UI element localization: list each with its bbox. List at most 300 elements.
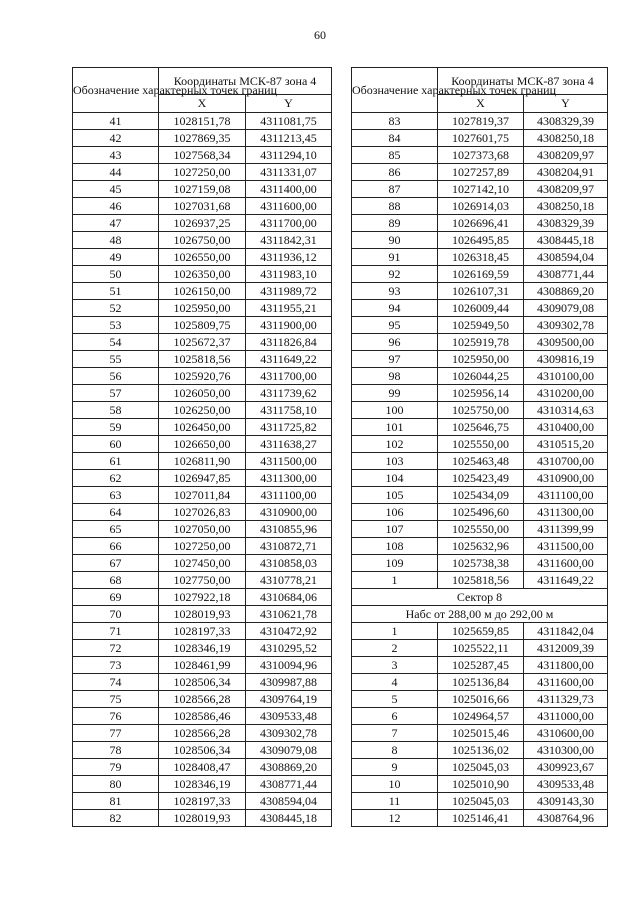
point-number-cell: 66 xyxy=(73,538,159,555)
x-coordinate-cell: 1028566,28 xyxy=(159,691,246,708)
y-coordinate-cell: 4309923,67 xyxy=(524,759,608,776)
x-coordinate-cell: 1026318,45 xyxy=(438,249,524,266)
y-coordinate-cell: 4311649,22 xyxy=(246,351,332,368)
y-coordinate-cell: 4311400,00 xyxy=(246,181,332,198)
table-row xyxy=(73,521,332,538)
y-coordinate-cell: 4311600,00 xyxy=(524,674,608,691)
table-row xyxy=(352,538,608,555)
x-coordinate-cell: 1028506,34 xyxy=(159,674,246,691)
point-number-cell: 7 xyxy=(352,725,438,742)
table-row xyxy=(352,470,608,487)
table-row xyxy=(352,181,608,198)
y-coordinate-cell: 4311900,00 xyxy=(246,317,332,334)
table-row xyxy=(352,351,608,368)
y-column-header: Y xyxy=(524,95,608,113)
table-row xyxy=(352,317,608,334)
table-row xyxy=(352,385,608,402)
point-number-cell: 72 xyxy=(73,640,159,657)
point-number-cell: 74 xyxy=(73,674,159,691)
x-coordinate-cell: 1024964,57 xyxy=(438,708,524,725)
y-coordinate-cell: 4311300,00 xyxy=(524,504,608,521)
point-number-cell: 77 xyxy=(73,725,159,742)
table-row xyxy=(73,181,332,198)
point-number-cell: 53 xyxy=(73,317,159,334)
table-row xyxy=(352,521,608,538)
table-row xyxy=(73,657,332,674)
x-coordinate-cell: 1025136,84 xyxy=(438,674,524,691)
point-number-cell: 11 xyxy=(352,793,438,810)
table-row xyxy=(352,674,608,691)
y-coordinate-cell: 4309302,78 xyxy=(524,317,608,334)
sector-subtitle-row xyxy=(352,606,608,623)
x-coordinate-cell: 1026947,85 xyxy=(159,470,246,487)
x-coordinate-cell: 1026550,00 xyxy=(159,249,246,266)
y-coordinate-cell: 4310472,92 xyxy=(246,623,332,640)
coordinates-table-left xyxy=(72,67,332,827)
point-number-cell: 96 xyxy=(352,334,438,351)
table-row xyxy=(73,334,332,351)
x-coordinate-cell: 1027450,00 xyxy=(159,555,246,572)
y-coordinate-cell: 4309764,19 xyxy=(246,691,332,708)
y-coordinate-cell: 4311329,73 xyxy=(524,691,608,708)
y-coordinate-cell: 4310900,00 xyxy=(246,504,332,521)
x-column-header: X xyxy=(159,95,246,113)
table-row xyxy=(73,130,332,147)
x-coordinate-cell: 1025463,48 xyxy=(438,453,524,470)
y-coordinate-cell: 4308771,44 xyxy=(246,776,332,793)
point-number-cell: 4 xyxy=(352,674,438,691)
table-row xyxy=(73,572,332,589)
y-coordinate-cell: 4311955,21 xyxy=(246,300,332,317)
y-coordinate-cell: 4310900,00 xyxy=(524,470,608,487)
point-number-cell: 56 xyxy=(73,368,159,385)
y-coordinate-cell: 4311842,31 xyxy=(246,232,332,249)
table-row xyxy=(352,657,608,674)
coordinates-header: Координаты МСК-87 зона 4 xyxy=(159,68,332,95)
point-number-cell: 104 xyxy=(352,470,438,487)
table-row xyxy=(73,810,332,827)
y-coordinate-cell: 4308329,39 xyxy=(524,113,608,130)
point-number-cell: 3 xyxy=(352,657,438,674)
point-number-cell: 55 xyxy=(73,351,159,368)
point-number-cell: 94 xyxy=(352,300,438,317)
x-coordinate-cell: 1027601,75 xyxy=(438,130,524,147)
y-coordinate-cell: 4308209,97 xyxy=(524,181,608,198)
point-number-cell: 1 xyxy=(352,623,438,640)
y-coordinate-cell: 4308869,20 xyxy=(524,283,608,300)
table-row xyxy=(73,317,332,334)
point-number-cell: 98 xyxy=(352,368,438,385)
point-number-cell: 79 xyxy=(73,759,159,776)
table-row xyxy=(73,470,332,487)
point-number-cell: 63 xyxy=(73,487,159,504)
table-row xyxy=(352,691,608,708)
point-number-cell: 103 xyxy=(352,453,438,470)
y-coordinate-cell: 4310600,00 xyxy=(524,725,608,742)
table-row xyxy=(352,215,608,232)
table-row xyxy=(352,776,608,793)
point-number-cell: 73 xyxy=(73,657,159,674)
x-coordinate-cell: 1027050,00 xyxy=(159,521,246,538)
x-coordinate-cell: 1026495,85 xyxy=(438,232,524,249)
table-row xyxy=(73,589,332,606)
x-coordinate-cell: 1026450,00 xyxy=(159,419,246,436)
point-number-cell: 85 xyxy=(352,147,438,164)
y-coordinate-cell: 4310200,00 xyxy=(524,385,608,402)
y-coordinate-cell: 4308250,18 xyxy=(524,130,608,147)
sector-subtitle: Набс от 288,00 м до 292,00 м xyxy=(352,606,608,623)
point-number-cell: 64 xyxy=(73,504,159,521)
x-coordinate-cell: 1027159,08 xyxy=(159,181,246,198)
table-row xyxy=(352,113,608,130)
point-number-cell: 62 xyxy=(73,470,159,487)
table-row xyxy=(73,674,332,691)
point-number-cell: 57 xyxy=(73,385,159,402)
point-designation-header: Обозначение характерных точек границ xyxy=(352,68,438,113)
table-row xyxy=(73,759,332,776)
table-row xyxy=(73,793,332,810)
point-number-cell: 45 xyxy=(73,181,159,198)
x-coordinate-cell: 1025550,00 xyxy=(438,436,524,453)
y-coordinate-cell: 4310300,00 xyxy=(524,742,608,759)
table-row xyxy=(73,606,332,623)
table-row xyxy=(352,283,608,300)
point-number-cell: 108 xyxy=(352,538,438,555)
page-number: 60 xyxy=(314,28,326,42)
y-coordinate-cell: 4311842,04 xyxy=(524,623,608,640)
right-table-body xyxy=(352,113,608,827)
y-coordinate-cell: 4310684,06 xyxy=(246,589,332,606)
x-coordinate-cell: 1028197,33 xyxy=(159,793,246,810)
y-coordinate-cell: 4310872,71 xyxy=(246,538,332,555)
y-coordinate-cell: 4310855,96 xyxy=(246,521,332,538)
point-number-cell: 68 xyxy=(73,572,159,589)
x-coordinate-cell: 1025045,03 xyxy=(438,793,524,810)
table-row xyxy=(73,198,332,215)
table-row xyxy=(73,215,332,232)
x-column-header: X xyxy=(438,95,524,113)
y-coordinate-cell: 4311826,84 xyxy=(246,334,332,351)
point-number-cell: 99 xyxy=(352,385,438,402)
table-row xyxy=(352,402,608,419)
y-coordinate-cell: 4308594,04 xyxy=(246,793,332,810)
y-coordinate-cell: 4311649,22 xyxy=(524,572,608,589)
x-coordinate-cell: 1028586,46 xyxy=(159,708,246,725)
y-coordinate-cell: 4310314,63 xyxy=(524,402,608,419)
table-row xyxy=(352,640,608,657)
y-coordinate-cell: 4308329,39 xyxy=(524,215,608,232)
table-row xyxy=(73,385,332,402)
point-number-cell: 95 xyxy=(352,317,438,334)
x-coordinate-cell: 1025287,45 xyxy=(438,657,524,674)
point-number-cell: 69 xyxy=(73,589,159,606)
y-coordinate-cell: 4311638,27 xyxy=(246,436,332,453)
x-coordinate-cell: 1025950,00 xyxy=(159,300,246,317)
y-coordinate-cell: 4309079,08 xyxy=(246,742,332,759)
x-coordinate-cell: 1028506,34 xyxy=(159,742,246,759)
point-number-cell: 101 xyxy=(352,419,438,436)
point-number-cell: 1 xyxy=(352,572,438,589)
point-number-cell: 93 xyxy=(352,283,438,300)
point-number-cell: 88 xyxy=(352,198,438,215)
table-row xyxy=(73,555,332,572)
table-row xyxy=(352,810,608,827)
x-coordinate-cell: 1026350,00 xyxy=(159,266,246,283)
x-coordinate-cell: 1026937,25 xyxy=(159,215,246,232)
point-number-cell: 86 xyxy=(352,164,438,181)
x-coordinate-cell: 1028197,33 xyxy=(159,623,246,640)
x-coordinate-cell: 1025809,75 xyxy=(159,317,246,334)
point-number-cell: 78 xyxy=(73,742,159,759)
y-coordinate-cell: 4308445,18 xyxy=(246,810,332,827)
table-row xyxy=(352,793,608,810)
table-row xyxy=(73,419,332,436)
x-coordinate-cell: 1027750,00 xyxy=(159,572,246,589)
sector-title-row xyxy=(352,589,608,606)
table-row xyxy=(73,147,332,164)
x-coordinate-cell: 1025919,78 xyxy=(438,334,524,351)
y-coordinate-cell: 4311300,00 xyxy=(246,470,332,487)
x-coordinate-cell: 1028019,93 xyxy=(159,810,246,827)
y-coordinate-cell: 4311600,00 xyxy=(246,198,332,215)
table-row xyxy=(73,623,332,640)
table-row xyxy=(73,164,332,181)
x-coordinate-cell: 1025956,14 xyxy=(438,385,524,402)
table-row xyxy=(73,283,332,300)
table-row xyxy=(352,164,608,181)
point-number-cell: 60 xyxy=(73,436,159,453)
y-coordinate-cell: 4311213,45 xyxy=(246,130,332,147)
point-number-cell: 65 xyxy=(73,521,159,538)
y-coordinate-cell: 4310094,96 xyxy=(246,657,332,674)
x-coordinate-cell: 1027373,68 xyxy=(438,147,524,164)
table-row xyxy=(352,555,608,572)
x-coordinate-cell: 1027026,83 xyxy=(159,504,246,521)
x-coordinate-cell: 1027257,89 xyxy=(438,164,524,181)
point-number-cell: 47 xyxy=(73,215,159,232)
y-coordinate-cell: 4311100,00 xyxy=(524,487,608,504)
table-row xyxy=(352,436,608,453)
table-row xyxy=(73,113,332,130)
x-coordinate-cell: 1025818,56 xyxy=(159,351,246,368)
y-coordinate-cell: 4308594,04 xyxy=(524,249,608,266)
x-coordinate-cell: 1027922,18 xyxy=(159,589,246,606)
y-coordinate-cell: 4311500,00 xyxy=(524,538,608,555)
x-coordinate-cell: 1026150,00 xyxy=(159,283,246,300)
table-row xyxy=(352,623,608,640)
table-row xyxy=(73,538,332,555)
x-coordinate-cell: 1027819,37 xyxy=(438,113,524,130)
point-number-cell: 75 xyxy=(73,691,159,708)
point-number-cell: 76 xyxy=(73,708,159,725)
y-coordinate-cell: 4309302,78 xyxy=(246,725,332,742)
table-row xyxy=(73,776,332,793)
point-number-cell: 84 xyxy=(352,130,438,147)
point-number-cell: 10 xyxy=(352,776,438,793)
point-number-cell: 90 xyxy=(352,232,438,249)
point-number-cell: 50 xyxy=(73,266,159,283)
table-row xyxy=(352,742,608,759)
x-coordinate-cell: 1025550,00 xyxy=(438,521,524,538)
x-coordinate-cell: 1026044,25 xyxy=(438,368,524,385)
y-coordinate-cell: 4311700,00 xyxy=(246,215,332,232)
y-coordinate-cell: 4311936,12 xyxy=(246,249,332,266)
x-coordinate-cell: 1025045,03 xyxy=(438,759,524,776)
y-coordinate-cell: 4311331,07 xyxy=(246,164,332,181)
point-number-cell: 91 xyxy=(352,249,438,266)
x-coordinate-cell: 1025522,11 xyxy=(438,640,524,657)
left-table-body xyxy=(73,113,332,827)
table-row xyxy=(73,640,332,657)
y-coordinate-cell: 4309079,08 xyxy=(524,300,608,317)
y-coordinate-cell: 4311600,00 xyxy=(524,555,608,572)
y-coordinate-cell: 4311758,10 xyxy=(246,402,332,419)
point-number-cell: 48 xyxy=(73,232,159,249)
point-number-cell: 83 xyxy=(352,113,438,130)
x-coordinate-cell: 1025672,37 xyxy=(159,334,246,351)
table-row xyxy=(73,351,332,368)
coordinates-header: Координаты МСК-87 зона 4 xyxy=(438,68,608,95)
point-number-cell: 89 xyxy=(352,215,438,232)
point-number-cell: 67 xyxy=(73,555,159,572)
y-coordinate-cell: 4311725,82 xyxy=(246,419,332,436)
table-row xyxy=(73,708,332,725)
y-coordinate-cell: 4311739,62 xyxy=(246,385,332,402)
x-coordinate-cell: 1025146,41 xyxy=(438,810,524,827)
y-coordinate-cell: 4308771,44 xyxy=(524,266,608,283)
coordinates-table-right xyxy=(351,67,608,827)
x-coordinate-cell: 1028408,47 xyxy=(159,759,246,776)
x-coordinate-cell: 1025010,90 xyxy=(438,776,524,793)
point-number-cell: 100 xyxy=(352,402,438,419)
x-coordinate-cell: 1028151,78 xyxy=(159,113,246,130)
table-row xyxy=(73,504,332,521)
point-number-cell: 8 xyxy=(352,742,438,759)
table-row xyxy=(73,300,332,317)
point-number-cell: 5 xyxy=(352,691,438,708)
y-coordinate-cell: 4309816,19 xyxy=(524,351,608,368)
point-number-cell: 107 xyxy=(352,521,438,538)
x-coordinate-cell: 1025920,76 xyxy=(159,368,246,385)
table-row xyxy=(73,232,332,249)
y-coordinate-cell: 4310100,00 xyxy=(524,368,608,385)
point-number-cell: 87 xyxy=(352,181,438,198)
table-row xyxy=(352,368,608,385)
x-coordinate-cell: 1026914,03 xyxy=(438,198,524,215)
point-number-cell: 70 xyxy=(73,606,159,623)
point-number-cell: 12 xyxy=(352,810,438,827)
y-coordinate-cell: 4310515,20 xyxy=(524,436,608,453)
table-row xyxy=(352,266,608,283)
point-number-cell: 58 xyxy=(73,402,159,419)
x-coordinate-cell: 1027011,84 xyxy=(159,487,246,504)
y-coordinate-cell: 4311000,00 xyxy=(524,708,608,725)
table-row xyxy=(352,504,608,521)
point-designation-header: Обозначение характерных точек границ xyxy=(73,68,159,113)
point-number-cell: 105 xyxy=(352,487,438,504)
x-coordinate-cell: 1026050,00 xyxy=(159,385,246,402)
point-number-cell: 43 xyxy=(73,147,159,164)
table-row xyxy=(352,419,608,436)
y-coordinate-cell: 4311399,99 xyxy=(524,521,608,538)
x-coordinate-cell: 1028346,19 xyxy=(159,640,246,657)
table-row xyxy=(352,300,608,317)
point-number-cell: 46 xyxy=(73,198,159,215)
y-coordinate-cell: 4309987,88 xyxy=(246,674,332,691)
sector-title: Сектор 8 xyxy=(352,589,608,606)
y-coordinate-cell: 4308204,91 xyxy=(524,164,608,181)
x-coordinate-cell: 1028566,28 xyxy=(159,725,246,742)
y-coordinate-cell: 4311294,10 xyxy=(246,147,332,164)
table-row xyxy=(73,487,332,504)
x-coordinate-cell: 1027250,00 xyxy=(159,164,246,181)
table-row xyxy=(352,708,608,725)
table-row xyxy=(73,368,332,385)
x-coordinate-cell: 1026650,00 xyxy=(159,436,246,453)
x-coordinate-cell: 1027869,35 xyxy=(159,130,246,147)
y-coordinate-cell: 4309143,30 xyxy=(524,793,608,810)
point-number-cell: 71 xyxy=(73,623,159,640)
point-number-cell: 54 xyxy=(73,334,159,351)
point-number-cell: 51 xyxy=(73,283,159,300)
point-number-cell: 44 xyxy=(73,164,159,181)
x-coordinate-cell: 1025434,09 xyxy=(438,487,524,504)
x-coordinate-cell: 1026009,44 xyxy=(438,300,524,317)
point-number-cell: 41 xyxy=(73,113,159,130)
y-coordinate-cell: 4311983,10 xyxy=(246,266,332,283)
x-coordinate-cell: 1025818,56 xyxy=(438,572,524,589)
table-row xyxy=(352,147,608,164)
point-number-cell: 97 xyxy=(352,351,438,368)
table-row xyxy=(352,249,608,266)
x-coordinate-cell: 1025016,66 xyxy=(438,691,524,708)
x-coordinate-cell: 1028019,93 xyxy=(159,606,246,623)
x-coordinate-cell: 1026107,31 xyxy=(438,283,524,300)
table-row xyxy=(73,742,332,759)
point-number-cell: 80 xyxy=(73,776,159,793)
table-row xyxy=(352,198,608,215)
x-coordinate-cell: 1025423,49 xyxy=(438,470,524,487)
y-coordinate-cell: 4308209,97 xyxy=(524,147,608,164)
y-coordinate-cell: 4311100,00 xyxy=(246,487,332,504)
y-coordinate-cell: 4308764,96 xyxy=(524,810,608,827)
point-number-cell: 42 xyxy=(73,130,159,147)
table-row xyxy=(73,249,332,266)
point-number-cell: 6 xyxy=(352,708,438,725)
y-coordinate-cell: 4309533,48 xyxy=(524,776,608,793)
x-coordinate-cell: 1025950,00 xyxy=(438,351,524,368)
x-coordinate-cell: 1027568,34 xyxy=(159,147,246,164)
x-coordinate-cell: 1025646,75 xyxy=(438,419,524,436)
y-coordinate-cell: 4311700,00 xyxy=(246,368,332,385)
x-coordinate-cell: 1026811,90 xyxy=(159,453,246,470)
x-coordinate-cell: 1025136,02 xyxy=(438,742,524,759)
x-coordinate-cell: 1026696,41 xyxy=(438,215,524,232)
y-coordinate-cell: 4311500,00 xyxy=(246,453,332,470)
y-coordinate-cell: 4310400,00 xyxy=(524,419,608,436)
x-coordinate-cell: 1025738,38 xyxy=(438,555,524,572)
x-coordinate-cell: 1025949,50 xyxy=(438,317,524,334)
point-number-cell: 102 xyxy=(352,436,438,453)
point-number-cell: 82 xyxy=(73,810,159,827)
table-row xyxy=(352,487,608,504)
y-coordinate-cell: 4310621,78 xyxy=(246,606,332,623)
point-number-cell: 9 xyxy=(352,759,438,776)
table-row xyxy=(352,725,608,742)
x-coordinate-cell: 1025015,46 xyxy=(438,725,524,742)
x-coordinate-cell: 1027142,10 xyxy=(438,181,524,198)
table-row xyxy=(352,453,608,470)
